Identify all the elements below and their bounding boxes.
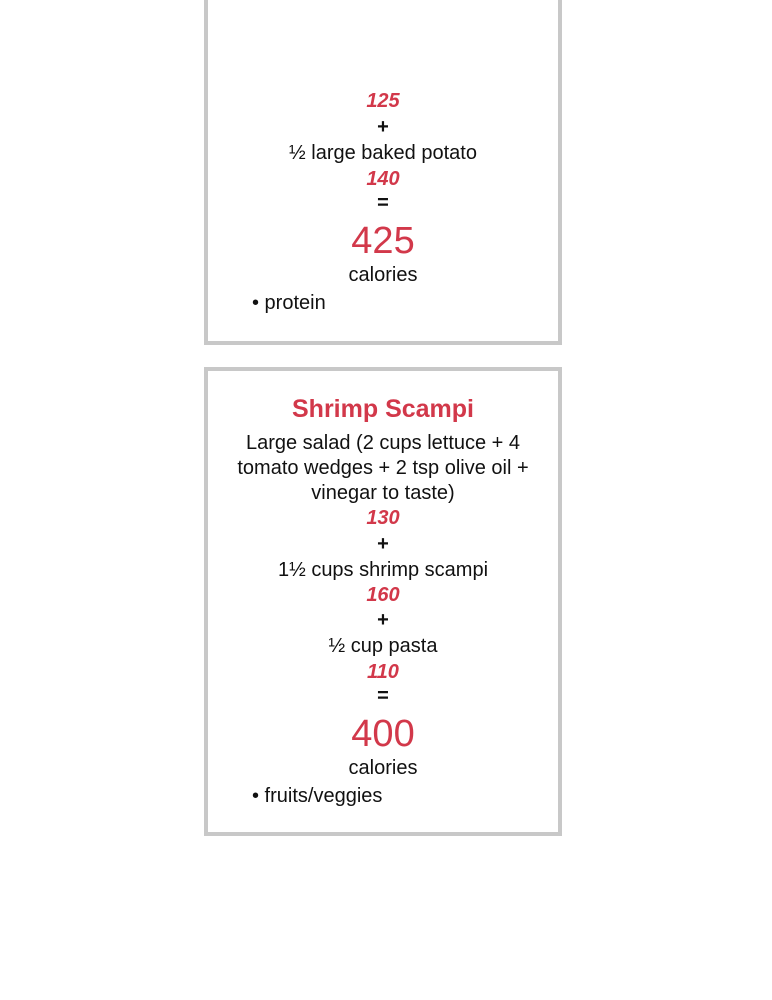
food-item-3: ½ cup pasta (328, 635, 438, 657)
food-item-1: Large salad (2 cups lettuce + 4 tomato wedges + 2 tsp olive oil + vinegar to taste) (237, 432, 529, 504)
plus-operator: + (377, 116, 389, 138)
calorie-value-2: 140 (366, 168, 400, 190)
plus-operator-1: + (377, 533, 389, 555)
food-item-2: ½ large baked potato (289, 142, 477, 164)
food-category: • protein (252, 292, 326, 314)
meal-card-top (204, 0, 562, 345)
equals-operator: = (377, 192, 389, 214)
meal-title: Shrimp Scampi (292, 395, 474, 423)
meal-card-shrimp-scampi (204, 367, 562, 836)
food-item-2: 1½ cups shrimp scampi (277, 559, 489, 581)
calorie-value-3: 110 (367, 661, 399, 683)
calorie-value-1: 130 (366, 507, 400, 529)
total-calories: 425 (351, 220, 415, 262)
food-category: • fruits/veggies (252, 785, 383, 807)
calorie-value-1: 125 (366, 90, 400, 112)
calories-unit: calories (348, 264, 418, 286)
calories-unit: calories (348, 757, 418, 779)
equals-operator: = (377, 685, 389, 707)
plus-operator-2: + (377, 609, 389, 631)
calorie-value-2: 160 (366, 584, 400, 606)
total-calories: 400 (351, 713, 415, 755)
